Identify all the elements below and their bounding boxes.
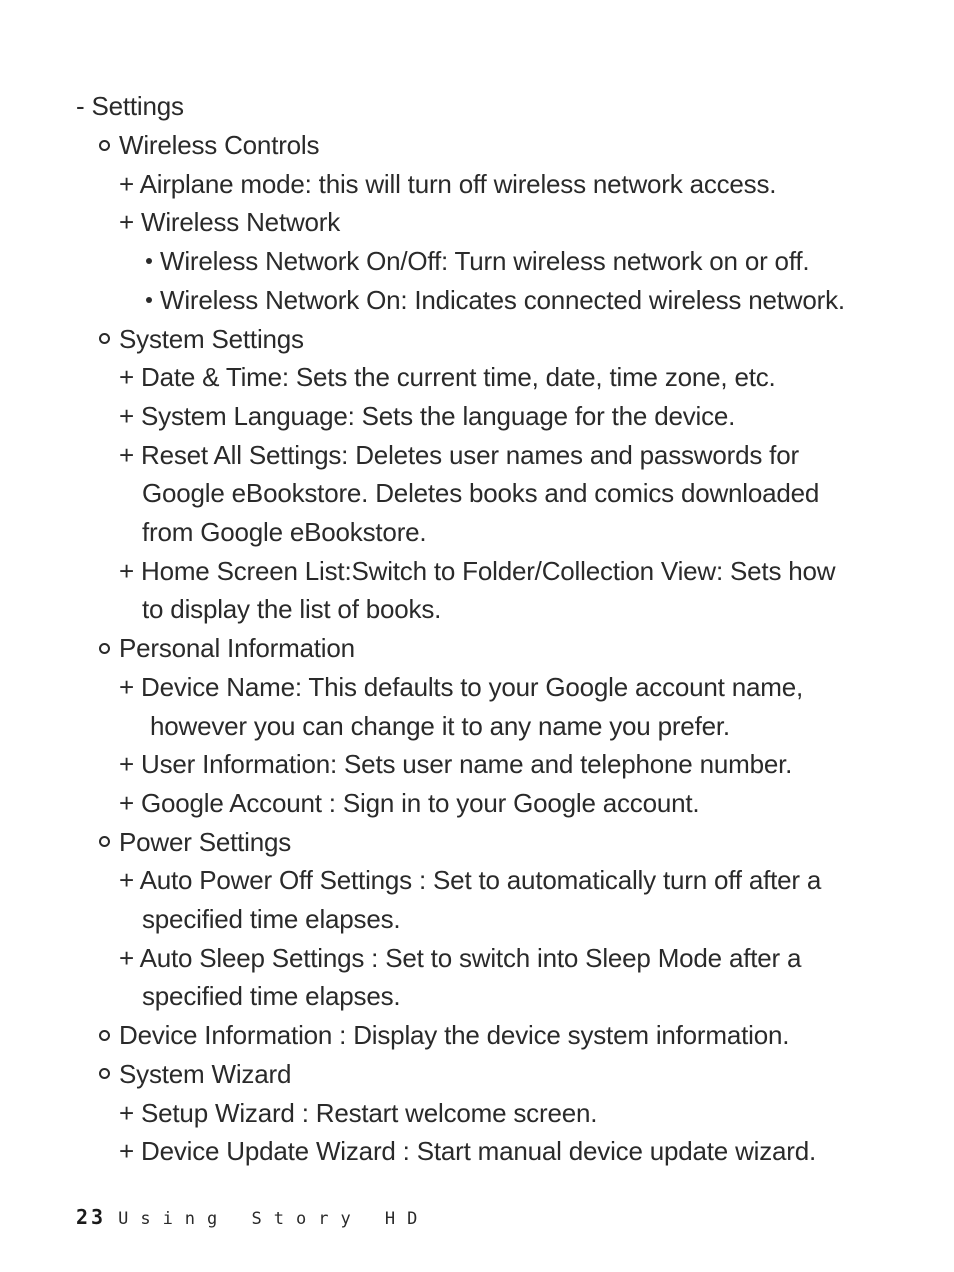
item-text: + Google Account : Sign in to your Google account. xyxy=(119,787,700,818)
list-item-plus xyxy=(119,556,835,586)
page-footer xyxy=(76,1205,429,1229)
item-text: Power Settings xyxy=(119,826,292,857)
item-text: Wireless Network On: Indicates connected wireless network. xyxy=(160,284,845,315)
item-text: + Device Update Wizard : Start manual device update wizard. xyxy=(119,1136,817,1167)
item-text: + Reset All Settings: Deletes user names and passwords for xyxy=(119,439,799,470)
item-text: from Google eBookstore. xyxy=(142,517,427,547)
list-item-plus xyxy=(119,401,735,431)
hollow-bullet-icon xyxy=(99,836,110,847)
list-item-cont xyxy=(142,904,400,934)
item-text: + Auto Sleep Settings : Set to switch into Sleep Mode after a xyxy=(119,942,802,973)
list-item-circle xyxy=(99,130,319,160)
list-item-circle xyxy=(99,827,291,857)
list-item-circle xyxy=(99,633,355,663)
list-item-plus xyxy=(119,1136,816,1166)
page-number: 23 xyxy=(76,1205,107,1229)
item-text: Wireless Network On/Off: Turn wireless network on or off. xyxy=(160,246,810,277)
list-item-circle xyxy=(99,324,304,354)
item-text: Personal Information xyxy=(119,633,355,664)
item-text: specified time elapses. xyxy=(142,981,401,1012)
item-text: Device Information : Display the device system information. xyxy=(119,1020,790,1051)
hollow-bullet-icon xyxy=(99,140,110,151)
item-text: Wireless Controls xyxy=(119,130,320,160)
item-text: Google eBookstore. Deletes books and comics downloaded xyxy=(142,478,820,509)
bullet-icon xyxy=(146,297,152,303)
hollow-bullet-icon xyxy=(99,1068,110,1079)
item-text: + Device Name: This defaults to your Google account name, xyxy=(119,671,803,702)
list-item-plus xyxy=(119,865,821,895)
item-text: + Date & Time: Sets the current time, date, time zone, etc. xyxy=(119,362,776,393)
hollow-bullet-icon xyxy=(99,1030,110,1041)
list-item-cont xyxy=(142,517,426,547)
list-item-plus xyxy=(119,1098,597,1128)
list-item-plus xyxy=(119,749,792,779)
list-item-plus xyxy=(119,207,340,237)
list-item-plus xyxy=(119,788,699,818)
list-item-plus xyxy=(119,672,803,702)
list-item-dot xyxy=(146,285,845,315)
list-item-plus xyxy=(119,169,776,199)
item-text: specified time elapses. xyxy=(142,904,401,934)
item-text: System Settings xyxy=(119,323,304,354)
list-item-dot xyxy=(146,246,809,276)
list-item-plus xyxy=(119,943,801,973)
item-text: + Home Screen List:Switch to Folder/Collection View: Sets how xyxy=(119,555,836,586)
list-item-cont xyxy=(142,478,819,508)
list-item-circle xyxy=(99,1020,789,1050)
item-text: + Wireless Network xyxy=(119,207,341,238)
item-text: + Auto Power Off Settings : Set to automatically turn off after a xyxy=(119,865,822,896)
list-item-circle xyxy=(99,1059,291,1089)
list-item-plus xyxy=(119,362,776,392)
item-text: System Wizard xyxy=(119,1058,292,1089)
bullet-icon xyxy=(146,258,152,264)
hollow-bullet-icon xyxy=(99,643,110,654)
footer-title: Using Story HD xyxy=(118,1209,430,1229)
list-item-cont xyxy=(142,981,400,1011)
list-item-cont xyxy=(142,594,441,624)
item-text: to display the list of books. xyxy=(142,594,442,625)
hollow-bullet-icon xyxy=(99,333,110,344)
item-text: + Setup Wizard : Restart welcome screen. xyxy=(119,1097,598,1128)
item-text: however you can change it to any name you prefer. xyxy=(150,710,730,741)
item-text: + User Information: Sets user name and telephone number. xyxy=(119,749,793,780)
list-item-plus xyxy=(119,440,799,470)
list-item-cont2 xyxy=(150,711,730,741)
item-text: + Airplane mode: this will turn off wireless network access. xyxy=(119,168,777,199)
item-text: + System Language: Sets the language for the device. xyxy=(119,400,736,431)
section-heading: - Settings xyxy=(76,91,184,121)
